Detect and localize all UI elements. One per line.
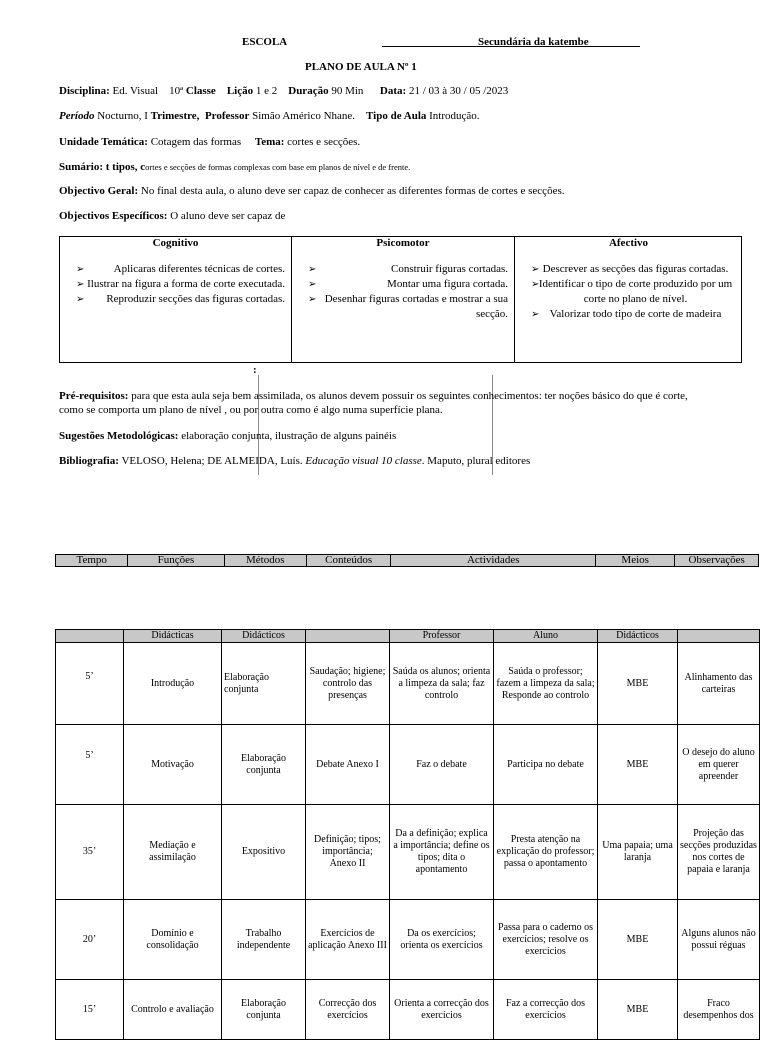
header-cell: Didácticos <box>598 630 678 643</box>
period-line: Período Nocturno, I Trimestre, Professor Simão Américo Nhane. Tipo de Aula Introdução. <box>59 110 480 122</box>
cognitive-item: ➢ Aplicaras diferentes técnicas de cortes. <box>80 262 285 277</box>
table-row <box>56 980 760 1040</box>
cell: Presta atenção na explicação do professor; passa o apontamento <box>494 805 598 900</box>
cell: Mediação e assimilação <box>124 805 222 900</box>
affective-heading: Afectivo <box>608 237 649 249</box>
cell: Trabalho independente <box>222 900 306 980</box>
psychomotor-item: ➢ Montar uma figura cortada. <box>312 277 508 292</box>
cell: Alguns alunos não possui réguas <box>678 900 760 980</box>
header-cell: Conteúdos <box>306 555 390 567</box>
header-cell <box>56 630 124 643</box>
cell: Da a definição; explica a importância; define os tipos; dita o apontamento <box>390 805 494 900</box>
cell: Saúda o professor; fazem a limpeza da sala; Responde ao controlo <box>494 643 598 725</box>
objectives-table <box>59 236 742 363</box>
header-cell: Actividades <box>391 555 596 567</box>
time-cell: 15’ <box>56 980 124 1040</box>
header-cell <box>306 630 390 643</box>
unit-line: Unidade Temática: Cotagem das formas Tema: cortes e secções. <box>59 136 361 148</box>
cell: Faz a correcção dos exercícios <box>494 980 598 1040</box>
cell: MBE <box>598 643 678 725</box>
general-objective-line: Objectivo Geral: No final desta aula, o aluno deve ser capaz de conhecer as diferentes formas de cortes e secções. <box>59 185 565 197</box>
cell: Motivação <box>124 725 222 805</box>
cell: Elaboração conjunta <box>222 643 306 725</box>
table-row <box>56 725 760 805</box>
table-header-row <box>56 630 760 643</box>
cell: Faz o debate <box>390 725 494 805</box>
cell: Definição; tipos; importância; Anexo II <box>306 805 390 900</box>
affective-item: ➢ Valorizar todo tipo de corte de madeira <box>535 307 736 322</box>
cell: Projeção das secções produzidas nos cortes de papaia e laranja <box>678 805 760 900</box>
psychomotor-item: ➢ Desenhar figuras cortadas e mostrar a sua secção. <box>312 292 508 322</box>
cell: Saúda os alunos; orienta a limpeza da sala; faz controlo <box>390 643 494 725</box>
prerequisites-line-2: como se comporta um plano de nível , ou por outra como é algo numa superfície plana. <box>59 404 443 416</box>
cell: Expositivo <box>222 805 306 900</box>
cell: Controlo e avaliação <box>124 980 222 1040</box>
cell: Correcção dos exercícios <box>306 980 390 1040</box>
cognitive-heading: Cognitivo <box>152 237 199 249</box>
cell: Introdução <box>124 643 222 725</box>
summary-line: Sumário: t tipos, cortes e secções de formas complexas com base em planos de nível e de frente. <box>59 161 411 173</box>
cell: Debate Anexo I <box>306 725 390 805</box>
cell: Alinhamento das carteiras <box>678 643 760 725</box>
cell: Exercícios de aplicação Anexo III <box>306 900 390 980</box>
cell: Domínio e consolidação <box>124 900 222 980</box>
header-cell: Observações <box>675 555 759 567</box>
discipline-line: Disciplina: Ed. Visual 10ª Classe Lição 1 e 2 Duração 90 Min Data: 21 / 03 à 30 / 05 /2023 <box>59 85 509 97</box>
time-cell: 5’ <box>56 725 124 805</box>
cell: Passa para o caderno os exercícios; resolve os exercícios <box>494 900 598 980</box>
psychomotor-item: ➢ Construir figuras cortadas. <box>312 262 508 277</box>
methodological-suggestions: Sugestões Metodológicas: elaboração conjunta, ilustração de alguns painéis <box>59 430 397 442</box>
time-cell: 20’ <box>56 900 124 980</box>
cell: Saudação; higiene; controlo das presenças <box>306 643 390 725</box>
affective-column <box>515 237 742 362</box>
school-label: ESCOLA <box>242 36 288 48</box>
header-cell: Aluno <box>494 630 598 643</box>
header-cell: Funções <box>128 555 224 567</box>
plan-header-table <box>55 554 759 567</box>
header-cell: Professor <box>390 630 494 643</box>
time-cell: 35’ <box>56 805 124 900</box>
cell: Participa no debate <box>494 725 598 805</box>
plan-title: PLANO DE AULA Nº 1 <box>305 61 417 73</box>
table-row <box>56 900 760 980</box>
table-row <box>56 643 760 725</box>
cell: Uma papaia; uma laranja <box>598 805 678 900</box>
header-cell: Meios <box>596 555 675 567</box>
header-cell: Tempo <box>56 555 128 567</box>
time-cell: 5’ <box>56 643 124 725</box>
cell: O desejo do aluno em querer apreender <box>678 725 760 805</box>
psychomotor-heading: Psicomotor <box>376 237 430 249</box>
colon-mark: : <box>253 364 257 376</box>
school-name: Secundária da katembe <box>478 36 589 48</box>
affective-item: ➢ Identificar o tipo de corte produzido por um corte no plano de nível. <box>535 277 736 307</box>
cell: Elaboração conjunta <box>222 725 306 805</box>
cognitive-column <box>60 237 292 362</box>
cognitive-item: ➢ Reproduzir secções das figuras cortadas. <box>80 292 285 307</box>
header-cell <box>678 630 760 643</box>
cell: MBE <box>598 900 678 980</box>
prerequisites-line-1: Pré-requisitos: para que esta aula seja bem assimilada, os alunos devem possuir os seguintes conhecimentos: ter noções básico do que é corte, <box>59 390 688 402</box>
header-cell: Métodos <box>224 555 306 567</box>
cognitive-item: ➢ Ilustrar na figura a forma de corte executada. <box>80 277 285 292</box>
lesson-plan-table <box>55 629 760 1040</box>
psychomotor-column <box>292 237 515 362</box>
header-cell: Didácticas <box>124 630 222 643</box>
specific-objectives-line: Objectivos Específicos: O aluno deve ser capaz de <box>59 210 286 222</box>
cell: MBE <box>598 725 678 805</box>
bibliography: Bibliografia: VELOSO, Helena; DE ALMEIDA, Luís. Educação visual 10 classe. Maputo, plural editores <box>59 455 531 467</box>
table-row <box>56 805 760 900</box>
cell: Elaboração conjunta <box>222 980 306 1040</box>
cell: MBE <box>598 980 678 1040</box>
header-cell: Didácticos <box>222 630 306 643</box>
cell: Fraco desempenhos dos <box>678 980 760 1040</box>
cell: Orienta a correcção dos exercícios <box>390 980 494 1040</box>
cell: Da os exercícios; orienta os exercícios <box>390 900 494 980</box>
affective-item: ➢ Descrever as secções das figuras cortadas. <box>535 262 736 277</box>
